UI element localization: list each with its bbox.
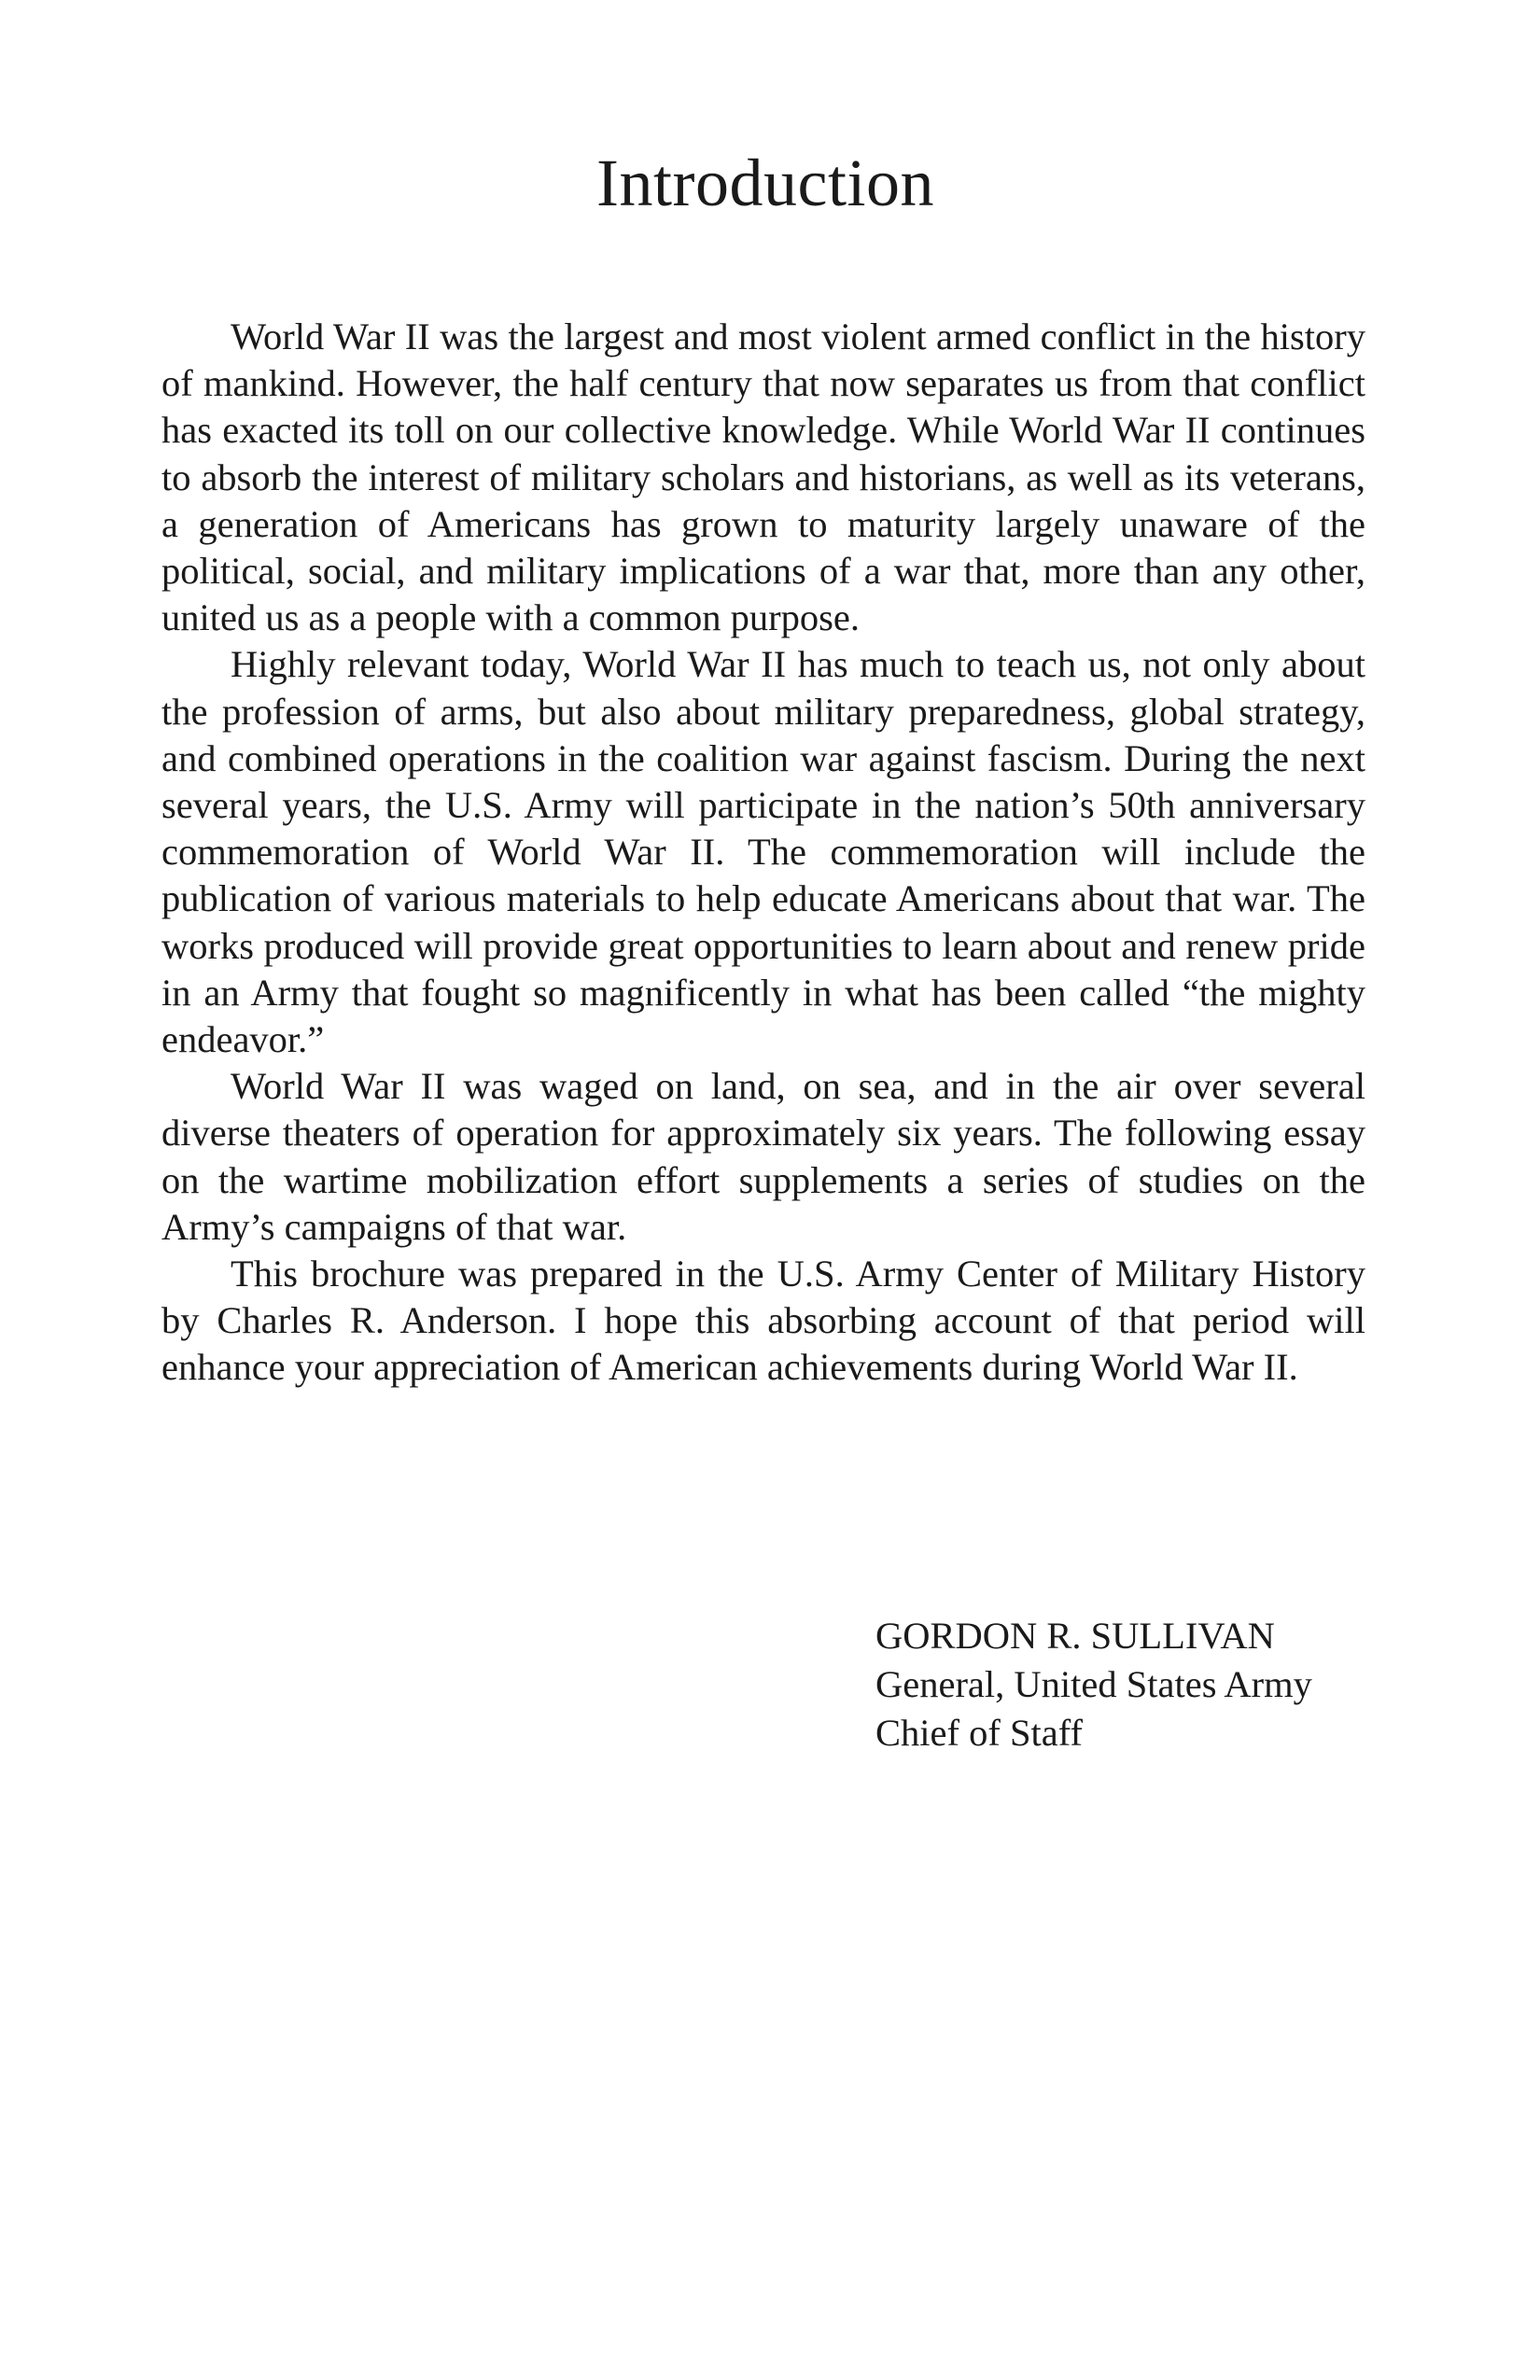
paragraph-1: World War II was the largest and most violent armed conflict in the history of mankind. However, the half century that now separates us from that conflict has exacted its toll on our collective knowledge. While World War II continues to absorb the interest of military scholars and historians, as well as its veterans, a generation of Americans has grown to maturity largely unaware of the political, social, and military implications of a war that, more than any other, united us as a people with a common purpose.	[161, 315, 1365, 639]
page-title: Introduction	[596, 146, 934, 220]
signatory-position: Chief of Staff	[875, 1712, 1083, 1754]
paragraph-4: This brochure was prepared in the U.S. Army Center of Military History by Charles R. Anderson. I hope this absorbing account of that period will enhance your appreciation of American achievements during World War II.	[161, 1253, 1365, 1389]
signature-block	[875, 1612, 1312, 1757]
signatory-name: GORDON R. SULLIVAN	[875, 1615, 1275, 1657]
signatory-rank: General, United States Army	[875, 1663, 1312, 1705]
body-text	[161, 314, 1365, 1392]
paragraph-3: World War II was waged on land, on sea, and in the air over several diverse theaters of operation for approximately six years. The following essay on the wartime mobilization effort supplements a series of studies on the Army’s campaigns of that war.	[161, 1065, 1365, 1248]
paragraph-2: Highly relevant today, World War II has much to teach us, not only about the profession of arms, but also about military preparedness, global strategy, and combined operations in the coalition war against fascism. During the next several years, the U.S. Army will participate in the nation’s 50th anniversary commemoration of World War II. The commemoration will include the publication of various materials to help educate Americans about that war. The works produced will provide great opportunities to learn about and renew pride in an Army that fought so magnificently in what has been called “the mighty endeavor.”	[161, 643, 1365, 1061]
